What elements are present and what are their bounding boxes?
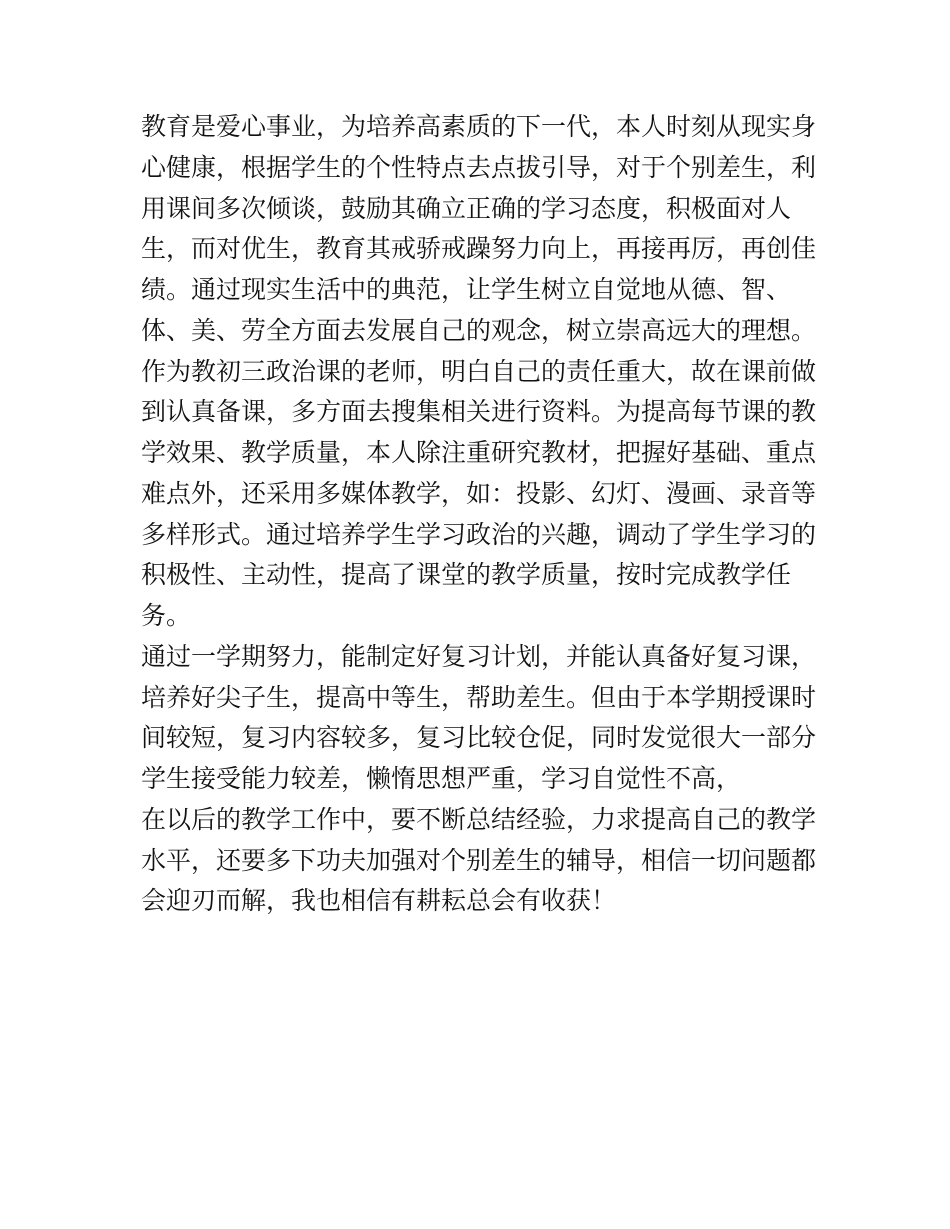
text-line: 通过一学期努力，能制定好复习计划，并能认真备好复习课， — [141, 641, 817, 671]
document-body — [141, 107, 821, 922]
text-line: 在以后的教学工作中，要不断总结经验，力求提高自己的教学 — [141, 804, 817, 834]
text-line: 心健康，根据学生的个性特点去点拔引导，对于个别差生，利 — [141, 152, 817, 182]
text-line: 学生接受能力较差，懒惰思想严重，学习自觉性不高， — [141, 764, 742, 793]
text-line: 体、美、劳全方面去发展自己的观念，树立崇高远大的理想。 — [141, 315, 817, 345]
text-line: 多样形式。通过培养学生学习政治的兴趣，调动了学生学习的 — [141, 519, 817, 549]
text-line: 积极性、主动性，提高了课堂的教学质量，按时完成教学任 — [141, 560, 792, 590]
text-line: 培养好尖子生，提高中等生，帮助差生。但由于本学期授课时 — [141, 682, 817, 712]
text-line: 难点外，还采用多媒体教学，如：投影、幻灯、漫画、录音等 — [141, 478, 817, 508]
text-line: 水平，还要多下功夫加强对个别差生的辅导，相信一切问题都 — [141, 845, 817, 875]
text-line: 用课间多次倾谈，鼓励其确立正确的学习态度，积极面对人 — [141, 193, 792, 223]
text-line: 生，而对优生，教育其戒骄戒躁努力向上，再接再厉，再创佳 — [141, 234, 817, 264]
text-line: 会迎刃而解，我也相信有耕耘总会有收获！ — [141, 886, 617, 916]
text-line: 教育是爱心事业，为培养高素质的下一代，本人时刻从现实身 — [141, 112, 817, 141]
text-line: 学效果、教学质量，本人除注重研究教材，把握好基础、重点 — [141, 438, 817, 467]
text-line: 务。 — [141, 601, 192, 630]
text-line: 作为教初三政治课的老师，明白自己的责任重大，故在课前做 — [141, 356, 817, 386]
text-line: 间较短，复习内容较多，复习比较仓促，同时发觉很大一部分 — [141, 723, 817, 753]
text-line: 绩。通过现实生活中的典范，让学生树立自觉地从德、智、 — [141, 275, 792, 304]
text-line: 到认真备课，多方面去搜集相关进行资料。为提高每节课的教 — [141, 397, 817, 427]
